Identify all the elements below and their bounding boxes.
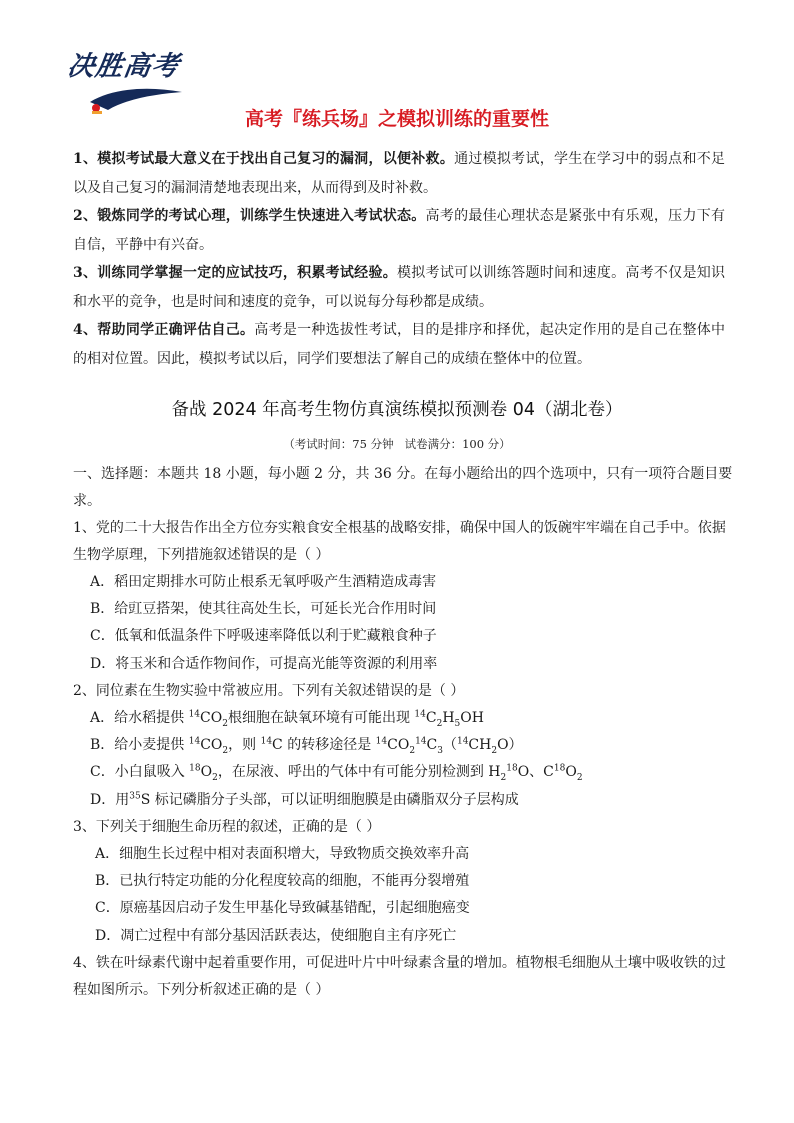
intro-paragraph-4 (73, 316, 725, 373)
question-2-option-b: B．给小麦提供 $^{14}CO_2$，则 $^{14}$C 的转移途径是 $^{14}CO_2^{14}C_3(^{14}CH_2O)$ (90, 736, 523, 756)
question-2-option-d: D．用$^{35}$S 标记磷脂分子头部，可以证明细胞膜是由磷脂双分子层构成 (90, 791, 519, 808)
intro-paragraph-2 (73, 202, 725, 259)
question-1-option-c: C．低氧和低温条件下呼吸速率降低以利于贮藏粮食种子 (90, 628, 437, 644)
question-2-option-a: A．给水稻提供 $^{14}CO_2$根细胞在缺氧环境有可能出现 $^{14}C_2H_5OH$ (90, 709, 484, 729)
question-4-stem-line-1: 4、铁在叶绿素代谢中起着重要作用，可促进叶片中叶绿素含量的增加。植物根毛细胞从土壤中吸收铁的过 (73, 955, 726, 971)
intro-body: 模拟考试可以训练答题时间和速度。高考不仅是知识和水平的竞争，也是时间和速度的竞争，可以说每分每秒都是成绩。 (73, 265, 726, 310)
question-1-stem-line-2: 生物学原理，下列措施叙述错误的是（ ） (73, 547, 330, 563)
question-3-option-b: B．已执行特定功能的分化程度较高的细胞，不能再分裂增殖 (95, 873, 470, 889)
question-1-option-d: D．将玉米和合适作物间作，可提高光能等资源的利用率 (90, 656, 438, 672)
section-heading-line-2: 求。 (73, 493, 101, 509)
intro-body: 高考是一种选拔性考试，目的是排序和择优，起决定作用的是自己在整体中的相对位置。因此，模拟考试以后，同学们要想法了解自己的成绩在整体中的位置。 (73, 322, 725, 367)
question-1-stem-line-1: 1、党的二十大报告作出全方位夯实粮食安全根基的战略安排，确保中国人的饭碗牢牢端在自己手中。依据 (73, 520, 726, 536)
intro-lead: 1、模拟考试最大意义在于找出自己复习的漏洞，以便补救。 (73, 151, 455, 167)
intro-paragraph-1 (73, 145, 725, 202)
intro-lead: 2、锻炼同学的考试心理，训练学生快速进入考试状态。 (73, 208, 426, 224)
section-heading-line-1: 一、选择题：本题共 18 小题，每小题 2 分，共 36 分。在每小题给出的四个选项中，只有一项符合题目要 (73, 466, 733, 482)
exam-title: 备战 2024 年高考生物仿真演练模拟预测卷 04（湖北卷） (171, 400, 623, 420)
question-1-option-a: A．稻田定期排水可防止根系无氧呼吸产生酒精造成毒害 (90, 574, 437, 590)
question-3-option-c: C．原癌基因启动子发生甲基化导致碱基错配，引起细胞癌变 (95, 900, 470, 916)
question-4-stem-line-2: 程如图所示。下列分析叙述正确的是（ ） (73, 982, 330, 998)
logo-brand-text: 决胜高考 (65, 51, 182, 82)
intro-lead: 3、训练同学掌握一定的应试技巧，积累考试经验。 (73, 265, 398, 281)
question-3-option-a: A．细胞生长过程中相对表面积增大，导致物质交换效率升高 (95, 846, 470, 862)
question-3-option-d: D．凋亡过程中有部分基因活跃表达，使细胞自主有序死亡 (95, 928, 457, 944)
intro-paragraph-3 (73, 259, 725, 316)
question-2-stem: 2、同位素在生物实验中常被应用。下列有关叙述错误的是（ ） (73, 683, 465, 699)
intro-body: 高考的最佳心理状态是紧张中有乐观，压力下有自信，平静中有兴奋。 (73, 208, 725, 253)
question-2-option-c: C．小白鼠吸入 $^{18}O_2$，在尿液、呼出的气体中有可能分别检测到 $H_2^{18}O$、$C^{18}O_2$ (90, 763, 583, 783)
intro-lead: 4、帮助同学正确评估自己。 (73, 322, 255, 338)
question-1-option-b: B．给豇豆搭架，使其往高处生长，可延长光合作用时间 (90, 601, 437, 617)
page-title: 高考『练兵场』之模拟训练的重要性 (244, 108, 549, 130)
question-3-stem: 3、下列关于细胞生命历程的叙述，正确的是（ ） (73, 819, 381, 835)
intro-body: 通过模拟考试，学生在学习中的弱点和不足以及自己复习的漏洞清楚地表现出来，从而得到及时补救。 (73, 151, 725, 196)
exam-meta: （考试时间：75 分钟 试卷满分：100 分） (283, 437, 511, 451)
